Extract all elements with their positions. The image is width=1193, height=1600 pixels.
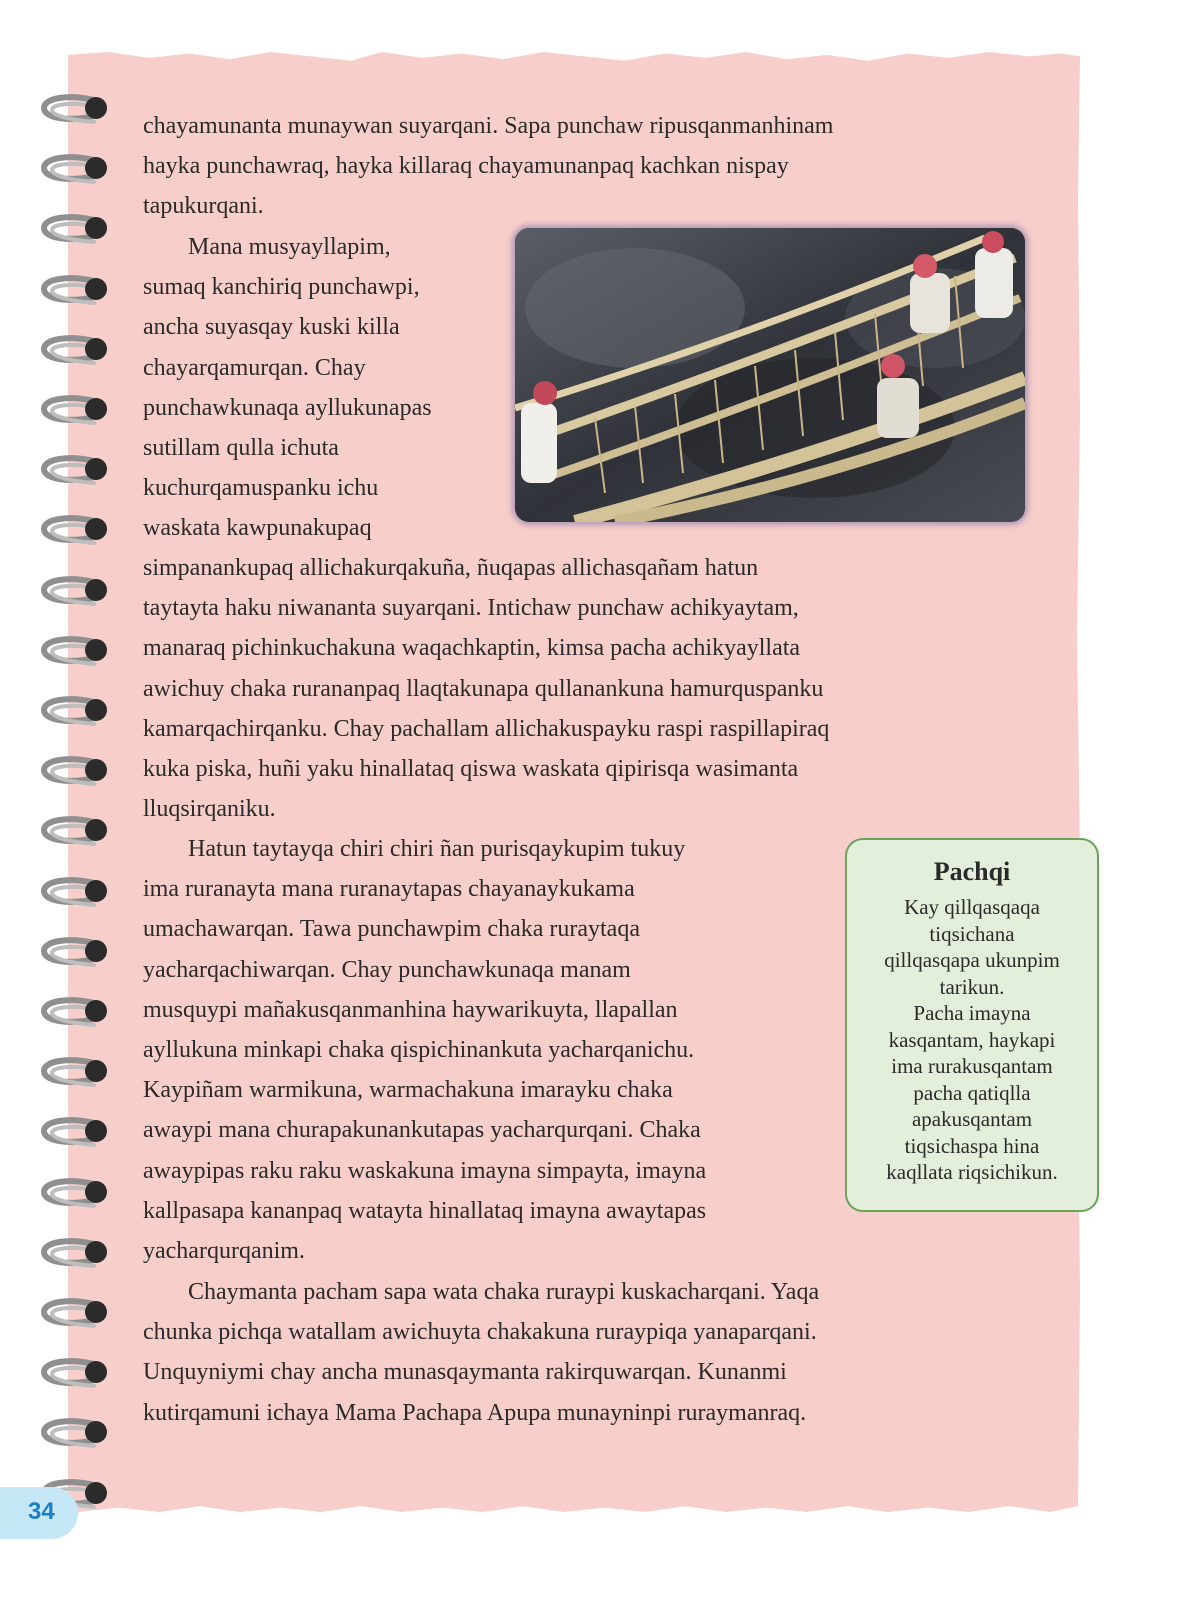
text-line: kamarqachirqanku. Chay pachallam allichakuspayku raspi raspillapiraq [143,715,830,742]
binding-ring-icon [38,453,112,493]
text-line: sumaq kanchiriq punchawpi, [143,274,420,301]
text-line: ayllukuna minkapi chaka qispichinankuta yacharqanichu. [143,1037,695,1064]
binding-ring-icon [38,694,112,734]
pachqi-line: kasqantam, haykapi [888,1027,1056,1052]
binding-ring-icon [38,152,112,192]
text-line: umachawarqan. Tawa punchawpim chaka ruraytaqa [143,916,640,943]
page-number: 34 [28,1498,55,1525]
text-line: sutillam qulla ichuta [143,435,339,462]
text-line: kallpasapa kananpaq watayta hinallataq imayna awaytapas [143,1197,707,1224]
binding-ring-icon [38,1416,112,1456]
paragraph-4 [143,1272,819,1433]
pachqi-line: tarikun. [939,974,1005,999]
pachqi-body [847,894,1097,1186]
text-line: kuchurqamuspanku ichu [143,475,379,502]
pachqi-line: tiqsichaspa hina [904,1133,1040,1158]
text-line: awaypi mana churapakunankutapas yacharqurqani. Chaka [143,1117,701,1144]
text-line: ima ruranayta mana ruranaytapas chayanaykukama [143,876,635,903]
binding-ring-icon [38,393,112,433]
paragraph-3 [143,829,706,1271]
binding-ring-icon [38,995,112,1035]
binding-ring-icon [38,513,112,553]
text-line: chayamunanta munaywan suyarqani. Sapa punchaw ripusqanmanhinam [143,113,834,139]
binding-ring-icon [38,273,112,313]
text-line: kuka piska, huñi yaku hinallataq qiswa waskata qipirisqa wasimanta [143,756,799,783]
binding-ring-icon [38,1236,112,1276]
binding-ring-icon [38,754,112,794]
pachqi-line: Kay qillqasqaqa [904,895,1040,919]
binding-ring-icon [38,634,112,674]
binding-ring-icon [38,875,112,915]
text-line: lluqsirqaniku. [143,796,276,823]
pachqi-line: pacha qatiqlla [913,1080,1031,1105]
binding-ring-icon [38,1115,112,1155]
binding-ring-icon [38,935,112,975]
text-line: manaraq pichinkuchakuna waqachkaptin, kimsa pacha achikyayllata [143,635,801,662]
text-line: ancha suyasqay kuski killa [143,314,400,341]
binding-ring-icon [38,212,112,252]
text-line: taytayta haku niwananta suyarqani. Intichaw punchaw achikyaytam, [143,595,799,622]
text-line: musquypi mañakusqanmanhina haywarikuyta, llapallan [143,996,678,1023]
binding-ring-icon [38,1296,112,1336]
text-line: waskata kawpunakupaq [143,515,372,542]
pachqi-note-box [845,838,1099,1212]
pachqi-title: Pachqi [933,857,1011,886]
text-line: Unquyniymi chay ancha munasqaymanta rakirquwarqan. Kunanmi [143,1359,787,1386]
text-line: chunka pichqa watallam awichuyta chakakuna ruraypiqa yanaparqani. [143,1319,817,1346]
text-line: kutirqamuni ichaya Mama Pachapa Apupa munayninpi ruraymanraq. [143,1399,807,1426]
paragraph-1 [143,106,833,227]
pachqi-line: Pacha imayna [913,1001,1031,1025]
pachqi-line: ima rurakusqantam [891,1054,1053,1078]
text-line: awichuy chaka rurananpaq llaqtakunapa qullanankuna hamurquspanku [143,675,824,702]
pachqi-line: kaqllata riqsichikun. [886,1160,1058,1184]
rope-bridge-photo [515,228,1025,522]
text-line: Hatun taytayqa chiri chiri ñan purisqaykupim tukuy [188,836,686,862]
binding-ring-icon [38,92,112,132]
binding-ring-icon [38,574,112,614]
text-line: yacharqurqanim. [143,1238,305,1265]
pachqi-line: qillqasqapa ukunpim [884,948,1060,972]
text-line: hayka punchawraq, hayka killaraq chayamunanpaq kachkan nispay [143,153,789,180]
binding-ring-icon [38,814,112,854]
text-line: chayarqamurqan. Chay [143,354,366,381]
binding-ring-icon [38,1356,112,1396]
binding-ring-icon [38,333,112,373]
text-line: tapukurqani. [143,193,264,220]
pachqi-line: tiqsichana [929,921,1015,946]
page-number-tab [0,1487,78,1539]
paragraph-2-wide [143,548,829,829]
text-line: punchawkunaqa ayllukunapas [143,394,432,421]
text-line: Chaymanta pacham sapa wata chaka ruraypi kuskacharqani. Yaqa [188,1279,820,1305]
text-line: yacharqachiwarqan. Chay punchawkunaqa manam [143,956,631,983]
text-line: simpanankupaq allichakurqakuña, ñuqapas allichasqañam hatun [143,555,759,581]
text-line: Mana musyayllapim, [188,234,391,260]
binding-ring-icon [38,1176,112,1216]
text-line: Kaypiñam warmikuna, warmachakuna imarayku chaka [143,1077,673,1104]
pachqi-line: apakusqantam [911,1107,1033,1131]
binding-ring-icon [38,1055,112,1095]
text-line: awaypipas raku raku waskakuna imayna simpayta, imayna [143,1157,707,1184]
paragraph-2-narrow [143,227,432,549]
